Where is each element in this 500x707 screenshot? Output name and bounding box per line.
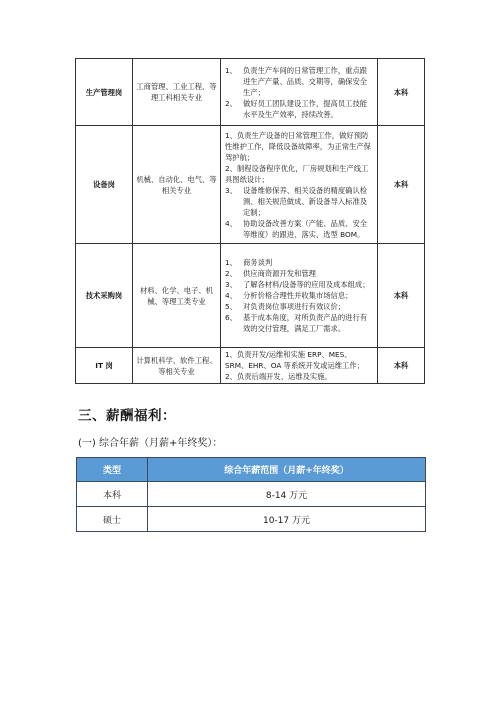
duty-text: 2、负责后端开发、运维及实施。 — [225, 372, 332, 381]
duty-number: 5、 — [225, 302, 237, 311]
duty-text: 2、制程设备程序优化，厂房规划和生产线工具图纸设计； — [225, 163, 369, 184]
salary-row — [77, 482, 426, 507]
duty-item — [225, 290, 373, 301]
section-title: 三、薪酬福利： — [78, 408, 176, 424]
duty-text: 了解各材料/设备等的应用及成本组成； — [243, 280, 370, 289]
salary-range: 8-14 万元 — [148, 482, 426, 507]
duty-number: 3、 — [225, 185, 237, 195]
job-table-body — [76, 59, 425, 384]
job-position: IT 岗 — [76, 348, 133, 384]
job-major: 工商管理、工业工程、等理工科相关专业 — [133, 59, 221, 126]
duty-text: 协助设备改善方案（产能、品质、安全等维度）的跟进、落实、选型 BOM。 — [243, 218, 368, 239]
duty-item — [225, 185, 373, 218]
job-position: 设备岗 — [76, 126, 133, 244]
duty-text: 供应商资源开发和管理 — [243, 269, 316, 278]
salary-row — [77, 507, 426, 532]
duty-number: 3、 — [225, 280, 237, 289]
duty-item — [225, 371, 373, 382]
salary-type: 硕士 — [77, 507, 148, 532]
job-education: 本科 — [378, 59, 425, 126]
job-duties — [221, 348, 378, 384]
job-duties — [221, 244, 378, 348]
duty-number: 1、 — [225, 258, 237, 267]
job-row — [76, 126, 425, 244]
subsection-title: (一) 综合年薪（月薪+年终奖）： — [78, 438, 223, 449]
job-major: 计算机科学、软件工程、等相关专业 — [133, 348, 221, 384]
salary-type: 本科 — [77, 482, 148, 507]
job-row — [76, 244, 425, 348]
job-duties — [221, 59, 378, 126]
duty-item — [225, 163, 373, 185]
duty-item — [225, 301, 373, 312]
duty-number: 2、 — [225, 269, 237, 278]
duty-text: 基于成本角度，对所负责产品的进行有效的交付管理，满足工厂需求。 — [243, 313, 368, 333]
job-duties — [221, 126, 378, 244]
duty-text: 做好员工团队建设工作，提高员工技能水平及生产效率，持续改善。 — [243, 98, 368, 119]
duty-text: 商务谈判 — [243, 258, 273, 267]
job-row — [76, 348, 425, 384]
duty-text: 1、负责开发/运维和实施 ERP、MES、SRM、EHR、OA 等系统开发或运维工作； — [225, 350, 364, 370]
job-major: 材料、化学、电子、机械、等理工类专业 — [133, 244, 221, 348]
duty-text: 1、负责生产设备的日常管理工作，做好预防性维护工作，降低设备故障率，为正常生产保驾护航； — [225, 130, 371, 162]
salary-header-row — [77, 458, 426, 482]
job-major: 机械、自动化、电气、等相关专业 — [133, 126, 221, 244]
job-education: 本科 — [378, 126, 425, 244]
duty-item — [225, 98, 373, 120]
duty-number: 4、 — [225, 218, 237, 228]
duty-number: 4、 — [225, 291, 237, 300]
job-position: 技术采购岗 — [76, 244, 133, 348]
job-row — [76, 59, 425, 126]
duty-text: 分析价格合理性并收集市场信息； — [243, 291, 353, 300]
salary-header-type: 类型 — [77, 458, 148, 482]
duty-number: 1、 — [225, 65, 237, 75]
duty-text: 负责生产车间的日常管理工作，重点跟进生产产量、品质、交期等，确保安全生产； — [243, 65, 368, 97]
job-education: 本科 — [378, 244, 425, 348]
job-table — [75, 58, 425, 384]
duty-number: 2、 — [225, 98, 237, 108]
duty-text: 设备维修保养、相关设备的精度确认检测、相关规范做成、新设备导入标准及定制； — [243, 185, 368, 217]
duty-text: 对负责岗位事项进行有效议价； — [243, 302, 346, 311]
duty-item — [225, 257, 373, 268]
salary-table — [76, 457, 426, 532]
duty-item — [225, 279, 373, 290]
duty-item — [225, 312, 373, 334]
job-education: 本科 — [378, 348, 425, 384]
duty-item — [225, 218, 373, 240]
duty-item — [225, 65, 373, 98]
duty-item — [225, 268, 373, 279]
duty-number: 6、 — [225, 313, 237, 322]
duty-item — [225, 130, 373, 163]
salary-header-range: 综合年薪范围（月薪+年终奖） — [148, 458, 426, 482]
salary-range: 10-17 万元 — [148, 507, 426, 532]
duty-item — [225, 349, 373, 371]
job-position: 生产管理岗 — [76, 59, 133, 126]
